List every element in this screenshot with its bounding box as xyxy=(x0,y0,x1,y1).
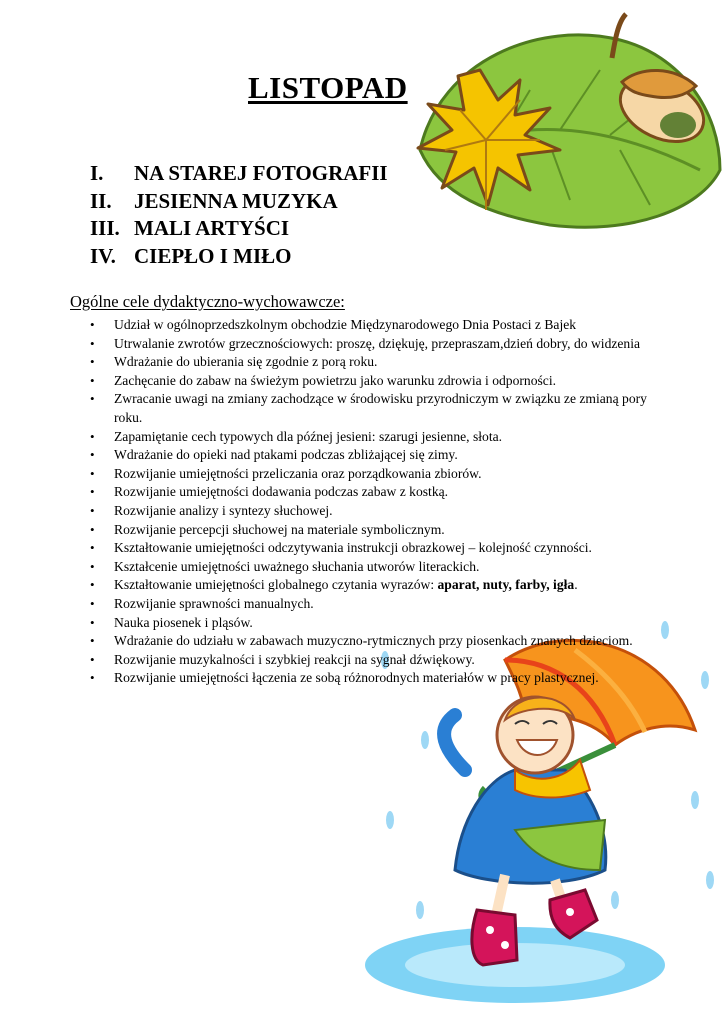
theme-number: II. xyxy=(90,188,112,213)
goal-item: • Rozwijanie umiejętności przeliczania oraz porządkowania zbiorów. xyxy=(90,465,670,484)
theme-number: IV. xyxy=(90,243,116,268)
goal-reading-text: Kształtowanie umiejętności globalnego czytania wyrazów: xyxy=(114,577,438,593)
goal-item: • Zachęcanie do zabaw na świeżym powietrzu jako warunku zdrowia i odporności. xyxy=(90,372,670,391)
goal-item: • Rozwijanie percepcji słuchowej na materiale symbolicznym. xyxy=(90,521,670,540)
theme-item xyxy=(90,215,388,243)
goal-item: • Nauka piosenek i pląsów. xyxy=(90,614,670,633)
goal-item: • Wdrażanie do ubierania się zgodnie z porą roku. xyxy=(90,353,670,372)
theme-item xyxy=(90,160,388,188)
goal-item-reading xyxy=(90,576,670,595)
theme-item xyxy=(90,243,388,271)
goal-item: • Udział w ogólnoprzedszkolnym obchodzie Międzynarodowego Dnia Postaci z Bajek xyxy=(90,316,670,335)
theme-label: JESIENNA MUZYKA xyxy=(134,188,338,213)
theme-item xyxy=(90,188,388,216)
goals-list xyxy=(90,316,670,688)
goal-item: • Kształcenie umiejętności uważnego słuchania utworów literackich. xyxy=(90,558,670,577)
themes-list xyxy=(90,160,388,270)
goal-reading-end: . xyxy=(574,577,578,593)
theme-label: CIEPŁO I MIŁO xyxy=(134,243,292,268)
goal-item: • Zapamiętanie cech typowych dla późnej jesieni: szarugi jesienne, słota. xyxy=(90,428,670,447)
goal-item: • Kształtowanie umiejętności odczytywania instrukcji obrazkowej – kolejność czynności. xyxy=(90,539,670,558)
goal-item: • Rozwijanie umiejętności łączenia ze sobą różnorodnych materiałów w pracy plastycznej. xyxy=(90,669,670,688)
goal-item: • Wdrażanie do udziału w zabawach muzyczno-rytmicznych przy piosenkach znanych dzieciom. xyxy=(90,632,670,651)
goal-item: • Wdrażanie do opieki nad ptakami podczas zbliżającej się zimy. xyxy=(90,446,670,465)
goal-item: • Utrwalanie zwrotów grzecznościowych: proszę, dziękuję, przepraszam,dzień dobry, do widzenia xyxy=(90,335,670,354)
goal-item: • Zwracanie uwagi na zmiany zachodzące w środowisku przyrodniczym w związku ze zmianą pory roku. xyxy=(90,390,670,427)
theme-label: MALI ARTYŚCI xyxy=(134,216,290,240)
goal-reading-words: aparat, nuty, farby, igła xyxy=(437,577,575,593)
goals-heading: Ogólne cele dydaktyczno-wychowawcze: xyxy=(70,292,345,311)
goal-item: • Rozwijanie muzykalności i szybkiej reakcji na sygnał dźwiękowy. xyxy=(90,651,670,670)
theme-number: III. xyxy=(90,216,120,240)
page-title: LISTOPAD xyxy=(248,70,408,105)
theme-number: I. xyxy=(90,161,104,185)
goal-item: • Rozwijanie umiejętności dodawania podczas zabaw z kostką. xyxy=(90,483,670,502)
theme-label: NA STAREJ FOTOGRAFII xyxy=(134,161,388,185)
autumn-leaves-illustration xyxy=(400,0,725,240)
goal-item: • Rozwijanie sprawności manualnych. xyxy=(90,595,670,614)
goal-item: • Rozwijanie analizy i syntezy słuchowej. xyxy=(90,502,670,521)
